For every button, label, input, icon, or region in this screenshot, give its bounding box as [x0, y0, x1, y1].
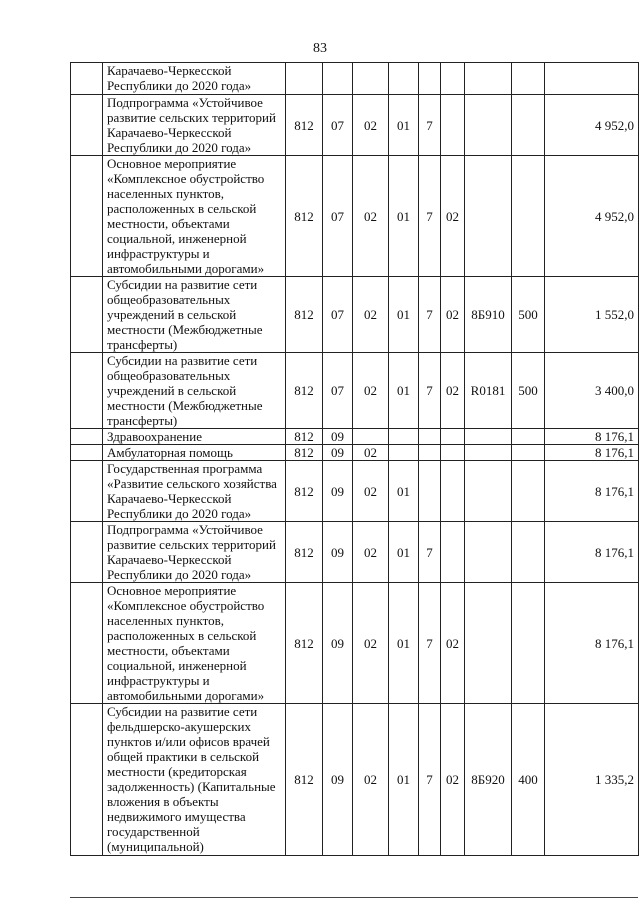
- code-cell-c2: 07: [323, 95, 353, 156]
- code-cell-c8: [512, 429, 545, 445]
- code-cell-c2: 09: [323, 704, 353, 856]
- code-cell-c3: 02: [353, 277, 389, 353]
- code-cell-c7: [465, 445, 512, 461]
- code-cell-c4: 01: [389, 461, 419, 522]
- code-cell-c1: [286, 63, 323, 95]
- table-row: [71, 353, 639, 429]
- code-cell-c4: [389, 63, 419, 95]
- row-amount: 8 176,1: [545, 583, 639, 704]
- row-name: Подпрограмма «Устойчивое развитие сельских территорий Карачаево-Черкесской Республики до 2020 года»: [103, 95, 286, 156]
- row-amount: [545, 63, 639, 95]
- row-amount: 4 952,0: [545, 95, 639, 156]
- table-row: [71, 583, 639, 704]
- row-name: Субсидии на развитие сети фельдшерско-акушерских пунктов и/или офисов врачей общей практики в сельской местности (кредиторская задолженность) (Капитальные вложения в объекты недвижимого имущества государственной (муниципальной): [103, 704, 286, 856]
- code-cell-c3: 02: [353, 445, 389, 461]
- row-name: Карачаево-Черкесской Республики до 2020 года»: [103, 63, 286, 95]
- code-cell-c3: 02: [353, 156, 389, 277]
- table-row: [71, 156, 639, 277]
- code-cell-c5: 7: [419, 277, 441, 353]
- code-cell-c3: 02: [353, 522, 389, 583]
- row-margin-cell: [71, 429, 103, 445]
- row-name: Государственная программа «Развитие сельского хозяйства Карачаево-Черкесской Республики до 2020 года»: [103, 461, 286, 522]
- code-cell-c1: 812: [286, 95, 323, 156]
- row-name: Субсидии на развитие сети общеобразовательных учреждений в сельской местности (Межбюджетные трансферты): [103, 353, 286, 429]
- table-row: [71, 522, 639, 583]
- table-row: [71, 445, 639, 461]
- code-cell-c3: 02: [353, 461, 389, 522]
- row-amount: 3 400,0: [545, 353, 639, 429]
- code-cell-c7: [465, 156, 512, 277]
- row-margin-cell: [71, 95, 103, 156]
- table-row: [71, 461, 639, 522]
- row-margin-cell: [71, 704, 103, 856]
- code-cell-c1: 812: [286, 429, 323, 445]
- row-margin-cell: [71, 522, 103, 583]
- code-cell-c3: [353, 429, 389, 445]
- row-amount: 4 952,0: [545, 156, 639, 277]
- code-cell-c6: 02: [441, 156, 465, 277]
- code-cell-c8: 500: [512, 353, 545, 429]
- code-cell-c1: 812: [286, 461, 323, 522]
- row-name: Амбулаторная помощь: [103, 445, 286, 461]
- row-margin-cell: [71, 353, 103, 429]
- code-cell-c5: [419, 63, 441, 95]
- code-cell-c5: 7: [419, 156, 441, 277]
- code-cell-c6: [441, 461, 465, 522]
- code-cell-c8: [512, 63, 545, 95]
- row-margin-cell: [71, 461, 103, 522]
- code-cell-c2: 09: [323, 522, 353, 583]
- row-amount: 8 176,1: [545, 445, 639, 461]
- code-cell-c6: 02: [441, 583, 465, 704]
- code-cell-c2: 09: [323, 461, 353, 522]
- code-cell-c7: [465, 583, 512, 704]
- code-cell-c6: [441, 522, 465, 583]
- code-cell-c5: [419, 429, 441, 445]
- code-cell-c1: 812: [286, 445, 323, 461]
- budget-table: [70, 62, 639, 856]
- code-cell-c7: [465, 461, 512, 522]
- code-cell-c5: 7: [419, 704, 441, 856]
- code-cell-c6: [441, 445, 465, 461]
- code-cell-c8: 400: [512, 704, 545, 856]
- code-cell-c8: [512, 445, 545, 461]
- code-cell-c8: [512, 461, 545, 522]
- table-row: [71, 277, 639, 353]
- code-cell-c5: 7: [419, 353, 441, 429]
- bottom-rule: [70, 897, 638, 898]
- code-cell-c4: 01: [389, 353, 419, 429]
- code-cell-c2: 07: [323, 353, 353, 429]
- row-margin-cell: [71, 277, 103, 353]
- code-cell-c5: 7: [419, 583, 441, 704]
- code-cell-c3: 02: [353, 704, 389, 856]
- row-name: Подпрограмма «Устойчивое развитие сельских территорий Карачаево-Черкесской Республики до 2020 года»: [103, 522, 286, 583]
- code-cell-c5: [419, 445, 441, 461]
- row-margin-cell: [71, 156, 103, 277]
- code-cell-c4: 01: [389, 156, 419, 277]
- code-cell-c2: 07: [323, 277, 353, 353]
- code-cell-c2: 07: [323, 156, 353, 277]
- code-cell-c4: 01: [389, 95, 419, 156]
- code-cell-c6: [441, 95, 465, 156]
- code-cell-c4: 01: [389, 704, 419, 856]
- code-cell-c8: [512, 583, 545, 704]
- code-cell-c1: 812: [286, 156, 323, 277]
- code-cell-c3: [353, 63, 389, 95]
- code-cell-c6: 02: [441, 704, 465, 856]
- code-cell-c5: 7: [419, 522, 441, 583]
- code-cell-c6: 02: [441, 353, 465, 429]
- row-margin-cell: [71, 445, 103, 461]
- code-cell-c8: 500: [512, 277, 545, 353]
- row-amount: 8 176,1: [545, 522, 639, 583]
- row-name: Основное мероприятие «Комплексное обустройство населенных пунктов, расположенных в сельской местности, объектами социальной, инженерной инфраструктуры и автомобильными дорогами»: [103, 583, 286, 704]
- code-cell-c2: [323, 63, 353, 95]
- code-cell-c7: [465, 63, 512, 95]
- code-cell-c6: 02: [441, 277, 465, 353]
- code-cell-c7: [465, 522, 512, 583]
- code-cell-c1: 812: [286, 353, 323, 429]
- code-cell-c3: 02: [353, 95, 389, 156]
- code-cell-c8: [512, 156, 545, 277]
- code-cell-c7: 8Б920: [465, 704, 512, 856]
- code-cell-c7: [465, 95, 512, 156]
- row-amount: 8 176,1: [545, 429, 639, 445]
- code-cell-c5: 7: [419, 95, 441, 156]
- code-cell-c8: [512, 95, 545, 156]
- table-row: [71, 63, 639, 95]
- code-cell-c1: 812: [286, 704, 323, 856]
- code-cell-c4: [389, 429, 419, 445]
- code-cell-c1: 812: [286, 583, 323, 704]
- table-row: [71, 704, 639, 856]
- row-name: Основное мероприятие «Комплексное обустройство населенных пунктов, расположенных в сельской местности, объектами социальной, инженерной инфраструктуры и автомобильными дорогами»: [103, 156, 286, 277]
- row-amount: 1 335,2: [545, 704, 639, 856]
- code-cell-c2: 09: [323, 429, 353, 445]
- code-cell-c2: 09: [323, 445, 353, 461]
- page-number: 83: [313, 41, 327, 56]
- row-margin-cell: [71, 63, 103, 95]
- code-cell-c6: [441, 63, 465, 95]
- code-cell-c4: [389, 445, 419, 461]
- code-cell-c8: [512, 522, 545, 583]
- table-row: [71, 429, 639, 445]
- row-name: Здравоохранение: [103, 429, 286, 445]
- code-cell-c4: 01: [389, 583, 419, 704]
- row-amount: 1 552,0: [545, 277, 639, 353]
- row-margin-cell: [71, 583, 103, 704]
- code-cell-c4: 01: [389, 522, 419, 583]
- code-cell-c5: [419, 461, 441, 522]
- code-cell-c1: 812: [286, 522, 323, 583]
- code-cell-c3: 02: [353, 353, 389, 429]
- code-cell-c3: 02: [353, 583, 389, 704]
- code-cell-c4: 01: [389, 277, 419, 353]
- code-cell-c2: 09: [323, 583, 353, 704]
- row-name: Субсидии на развитие сети общеобразовательных учреждений в сельской местности (Межбюджетные трансферты): [103, 277, 286, 353]
- code-cell-c6: [441, 429, 465, 445]
- row-amount: 8 176,1: [545, 461, 639, 522]
- code-cell-c7: 8Б910: [465, 277, 512, 353]
- code-cell-c7: [465, 429, 512, 445]
- code-cell-c1: 812: [286, 277, 323, 353]
- table-row: [71, 95, 639, 156]
- code-cell-c7: R0181: [465, 353, 512, 429]
